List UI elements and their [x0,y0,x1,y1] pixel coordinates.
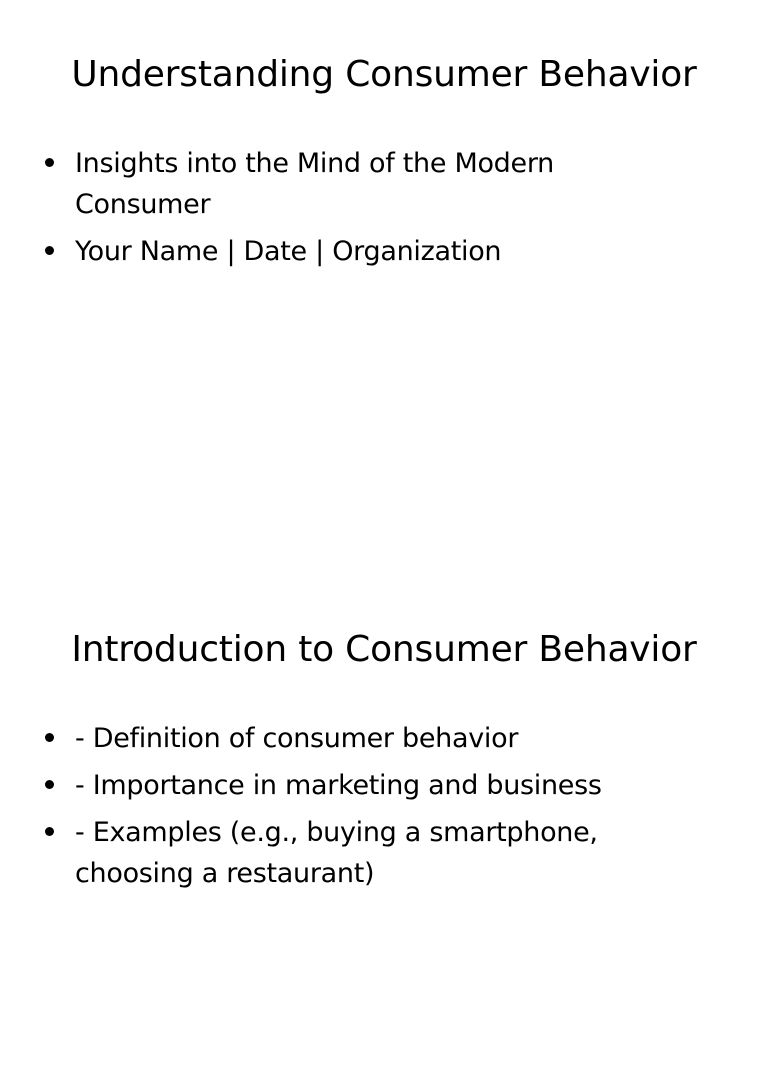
bullet-dot-icon [45,246,54,255]
bullet-item [45,765,685,806]
bullet-text: Insights into the Mind of the Modern Consumer [75,148,554,220]
bullet-item [45,231,685,272]
bullet-list [45,718,685,900]
bullet-item [45,718,685,759]
bullet-text: - Importance in marketing and business [75,770,602,801]
bullet-dot-icon [45,827,54,836]
bullet-text: - Examples (e.g., buying a smartphone, choosing a restaurant) [75,817,598,889]
bullet-list [45,143,685,278]
slide-title: Introduction to Consumer Behavior [71,629,697,670]
slide-title: Understanding Consumer Behavior [71,54,697,95]
slide-1 [0,0,768,512]
bullet-dot-icon [45,780,54,789]
bullet-text: Your Name | Date | Organization [75,236,502,267]
bullet-item [45,812,685,894]
bullet-dot-icon [45,158,54,167]
bullet-text: - Definition of consumer behavior [75,723,519,754]
bullet-dot-icon [45,733,54,742]
slide-2 [0,576,768,1088]
bullet-item [45,143,685,225]
